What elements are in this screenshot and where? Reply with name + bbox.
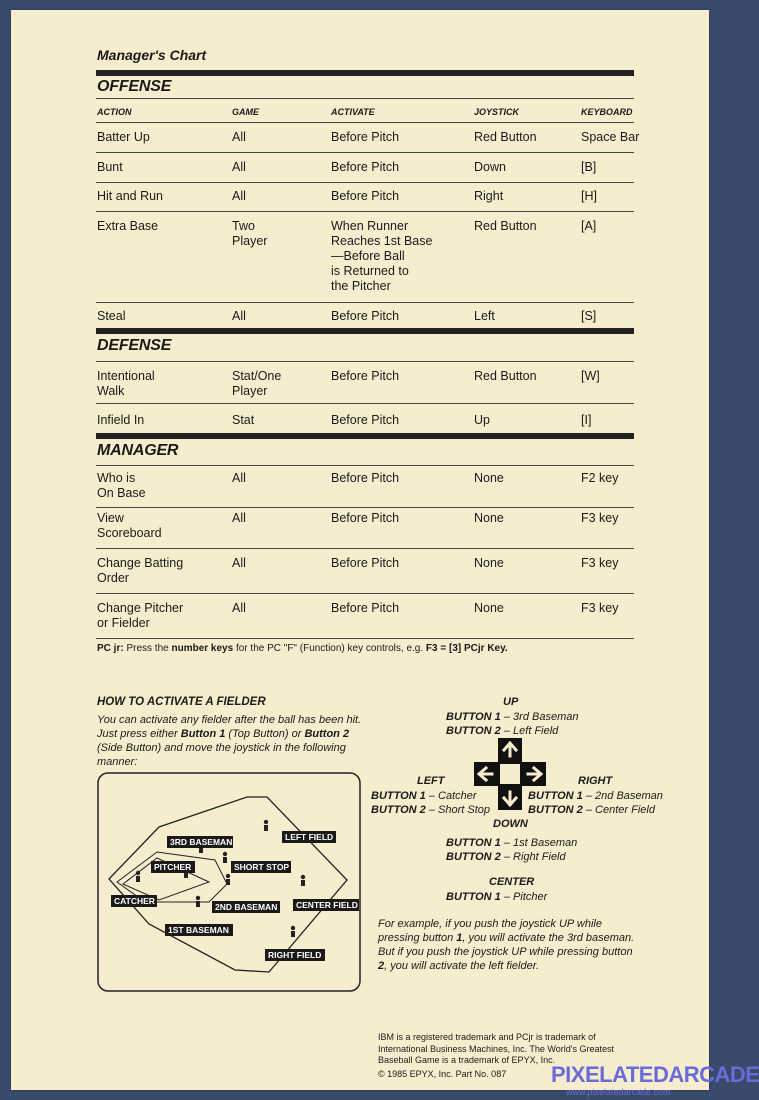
dir-bold: BUTTON 1	[446, 837, 501, 849]
cell-joystick: Left	[474, 309, 495, 323]
cell-action: View Scoreboard	[97, 511, 162, 540]
dir-right-label: RIGHT	[578, 775, 613, 787]
how-text: (Side Button) and move the joystick in the following manner:	[97, 742, 346, 768]
cell-action: Infield In	[97, 413, 145, 427]
copyright-text: © 1985 EPYX, Inc. Part No. 087	[378, 1068, 507, 1079]
section-divider	[96, 328, 634, 334]
dir-down-text	[446, 836, 577, 864]
dir-bold: BUTTON 2	[528, 804, 583, 816]
cell-joystick: Up	[474, 413, 490, 427]
dir-left-label: LEFT	[417, 775, 445, 787]
cell-game: Stat/One Player	[232, 369, 282, 398]
cell-game: All	[232, 189, 246, 203]
cell-action: Change Batting Order	[97, 556, 184, 585]
manual-page	[11, 10, 759, 1097]
note-bold: F3 = [3] PCjr Key.	[425, 643, 508, 654]
rule	[96, 152, 634, 153]
cell-keyboard: Space Bar	[581, 130, 640, 144]
dir-center-label: CENTER	[489, 876, 535, 888]
dir-bold: BUTTON 1	[528, 790, 583, 802]
field-diagram	[97, 772, 361, 992]
label-pitcher: PITCHER	[154, 862, 192, 872]
cell-keyboard: F3 key	[581, 601, 619, 615]
dir-text: – Short Stop	[425, 804, 491, 816]
manager-heading: MANAGER	[97, 442, 179, 459]
player-icon	[223, 857, 227, 863]
example-bold: 2	[378, 960, 385, 972]
rule	[96, 638, 634, 639]
cell-keyboard: F3 key	[581, 511, 619, 525]
infield-outline	[117, 852, 227, 902]
dir-text: – Catcher	[425, 790, 477, 802]
cell-game: Two Player	[232, 219, 268, 248]
cell-game: All	[232, 601, 246, 615]
watermark: PIXELATEDARCADE	[551, 1062, 759, 1087]
pcjr-prefix: PC jr:	[97, 643, 124, 654]
how-text: You can activate any fielder after the ball has been hit. Just press either	[97, 714, 362, 740]
player-icon	[301, 880, 305, 886]
cell-action: Bunt	[97, 160, 123, 174]
player-icon	[264, 825, 268, 831]
dir-text: – Left Field	[500, 725, 559, 737]
dir-text: – 1st Baseman	[500, 837, 578, 849]
cell-action: Steal	[97, 309, 126, 323]
note-bold: number keys	[171, 643, 234, 654]
cell-joystick: Right	[474, 189, 504, 203]
cell-keyboard: [S]	[581, 309, 597, 323]
cell-joystick: Red Button	[474, 219, 537, 233]
cell-keyboard: [I]	[581, 413, 592, 427]
cell-joystick: Red Button	[474, 369, 537, 383]
cell-activate: Before Pitch	[331, 160, 400, 174]
cell-activate: Before Pitch	[331, 130, 400, 144]
cell-keyboard: [B]	[581, 160, 597, 174]
cell-game: Stat	[232, 413, 255, 427]
cell-action: Who is On Base	[97, 471, 146, 500]
cell-activate: Before Pitch	[331, 189, 400, 203]
cell-activate: When Runner Reaches 1st Base —Before Ball is Returned to the Pitcher	[331, 219, 433, 293]
dir-bold: BUTTON 1	[371, 790, 426, 802]
defense-heading: DEFENSE	[97, 337, 172, 354]
section-divider	[96, 70, 634, 76]
cell-action: Hit and Run	[97, 189, 164, 203]
dir-down-label: DOWN	[493, 818, 528, 830]
rule	[96, 507, 634, 508]
cell-game: All	[232, 556, 246, 570]
label-center-field: CENTER FIELD	[296, 900, 358, 910]
field-labels	[111, 831, 359, 961]
rule	[96, 593, 634, 594]
cell-activate: Before Pitch	[331, 511, 400, 525]
cell-action: Change Pitcher or Fielder	[97, 601, 184, 630]
label-3rd-baseman: 3RD BASEMAN	[170, 837, 233, 847]
player-icon	[223, 852, 227, 856]
cell-game: All	[232, 130, 246, 144]
rule	[96, 182, 634, 183]
dir-bold: BUTTON 2	[446, 725, 501, 737]
example-part: , you will activate the 3rd baseman. But if you push the joystick UP while pressing button	[378, 932, 635, 958]
cell-activate: Before Pitch	[331, 309, 400, 323]
cell-keyboard: [W]	[581, 369, 600, 383]
cell-keyboard: [H]	[581, 189, 597, 203]
section-divider	[96, 433, 634, 439]
watermark-url: www.pixelatedarcade.com	[566, 1087, 671, 1097]
cell-activate: Before Pitch	[331, 556, 400, 570]
dir-bold: BUTTON 2	[446, 851, 501, 863]
offense-heading: OFFENSE	[97, 78, 172, 95]
example-part: , you will activate the left fielder.	[384, 960, 540, 972]
label-right-field: RIGHT FIELD	[268, 950, 322, 960]
cell-keyboard: F3 key	[581, 556, 619, 570]
dir-text: – Pitcher	[500, 891, 548, 903]
cell-game: All	[232, 309, 246, 323]
player-icon	[226, 874, 230, 878]
dir-text: – Center Field	[582, 804, 655, 816]
player-icon	[301, 875, 305, 879]
trademark-text: IBM is a registered trademark and PCjr is trademark of International Business Machines, Inc. The World's Greatest Baseball Game is a trademark of EPYX, Inc.	[378, 1032, 614, 1065]
cell-game: All	[232, 160, 246, 174]
col-action: ACTION	[97, 107, 132, 117]
label-catcher: CATCHER	[114, 896, 155, 906]
label-2nd-baseman: 2ND BASEMAN	[215, 902, 278, 912]
dir-bold: BUTTON 2	[371, 804, 426, 816]
cell-action: Intentional Walk	[97, 369, 155, 398]
note-text: Press the	[123, 643, 172, 654]
dir-bold: BUTTON 1	[446, 711, 501, 723]
cell-joystick: None	[474, 471, 504, 485]
page-title: Manager's Chart	[97, 47, 207, 63]
player-icon	[291, 926, 295, 930]
cell-game: All	[232, 511, 246, 525]
cell-joystick: None	[474, 556, 504, 570]
dir-text: – Right Field	[500, 851, 566, 863]
col-keyboard: KEYBOARD	[581, 107, 633, 117]
cell-activate: Before Pitch	[331, 471, 400, 485]
dir-left-text	[371, 789, 490, 817]
player-icon	[264, 820, 268, 824]
player-icon	[291, 931, 295, 937]
rule	[96, 465, 634, 466]
label-1st-baseman: 1ST BASEMAN	[168, 925, 229, 935]
cell-action: Batter Up	[97, 130, 150, 144]
how-bold: Button 1	[180, 728, 226, 740]
cell-joystick: None	[474, 601, 504, 615]
cell-activate: Before Pitch	[331, 413, 400, 427]
how-text: (Top Button) or	[225, 728, 305, 740]
how-to-text	[97, 713, 372, 769]
cell-keyboard: F2 key	[581, 471, 619, 485]
example-part: For example, if you push the joystick UP while pressing button	[378, 918, 602, 944]
dir-up-label: UP	[503, 696, 519, 708]
player-icon	[226, 879, 230, 885]
cell-keyboard: [A]	[581, 219, 597, 233]
example-bold: 1	[456, 932, 463, 944]
cell-activate: Before Pitch	[331, 601, 400, 615]
col-activate: ACTIVATE	[331, 107, 375, 117]
dir-center-text	[446, 890, 547, 904]
how-to-title: HOW TO ACTIVATE A FIELDER	[97, 696, 266, 708]
dir-bold: BUTTON 1	[446, 891, 501, 903]
pcjr-note	[97, 643, 508, 654]
dir-text: – 3rd Baseman	[500, 711, 579, 723]
player-icon	[196, 901, 200, 907]
rule	[96, 122, 634, 123]
rule	[96, 98, 634, 99]
rule	[96, 302, 634, 303]
rule	[96, 548, 634, 549]
col-game: GAME	[232, 107, 259, 117]
cell-activate: Before Pitch	[331, 369, 400, 383]
player-icon	[196, 896, 200, 900]
label-short-stop: SHORT STOP	[234, 862, 290, 872]
rule	[96, 403, 634, 404]
cell-joystick: Down	[474, 160, 506, 174]
cell-joystick: None	[474, 511, 504, 525]
rule	[96, 361, 634, 362]
cell-action: Extra Base	[97, 219, 159, 233]
example-text	[378, 917, 643, 973]
cell-game: All	[232, 471, 246, 485]
dir-up-text	[446, 710, 578, 738]
note-text: for the PC "F" (Function) key controls, e.g.	[233, 643, 426, 654]
how-bold: Button 2	[304, 728, 350, 740]
dir-right-text	[528, 789, 663, 817]
col-joystick: JOYSTICK	[474, 107, 520, 117]
rule	[96, 211, 634, 212]
dir-text: – 2nd Baseman	[582, 790, 663, 802]
player-icon	[136, 876, 140, 882]
label-left-field: LEFT FIELD	[285, 832, 334, 842]
cell-joystick: Red Button	[474, 130, 537, 144]
player-icon	[136, 871, 140, 875]
